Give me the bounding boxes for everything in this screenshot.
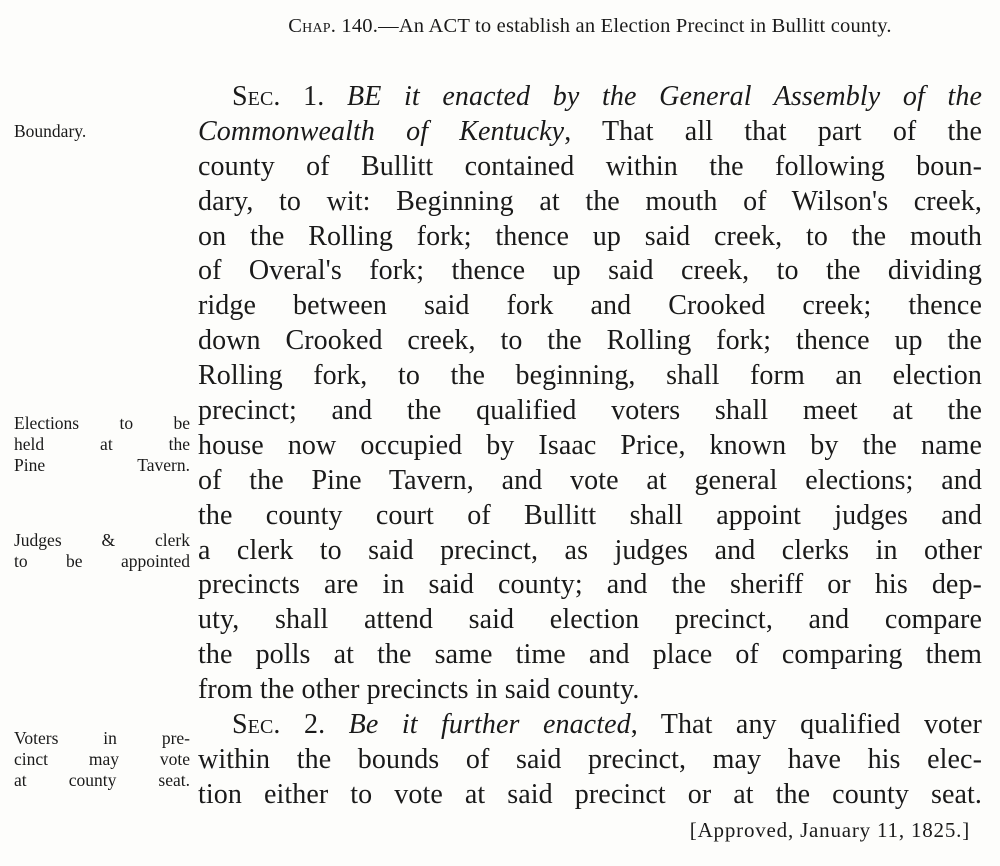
commonwealth-name: Commonwealth of Kentucky [198, 115, 565, 147]
body-line: on the Rolling fork; thence up said creek, to the mouth [198, 220, 982, 252]
section-2-enacting-clause: Be it further enacted [348, 709, 631, 741]
body-line: Rolling fork, to the beginning, shall form an election [198, 360, 982, 392]
chapter-number: Chap. 140. [288, 15, 379, 37]
body-line: county of Bullitt contained within the following boun- [198, 150, 982, 182]
body-line: the county court of Bullitt shall appoint judges and [198, 499, 982, 531]
act-body [198, 80, 982, 813]
section-2-label: Sec. 2. [232, 709, 326, 741]
act-title: —An ACT to establish an Election Precinct in Bullitt county. [378, 15, 892, 37]
body-line: precinct; and the qualified voters shall meet at the [198, 395, 982, 427]
body-line: down Crooked creek, to the Rolling fork; thence up the [198, 325, 982, 357]
margin-note-elections: Elections to be held at the Pine Tavern. [14, 413, 190, 475]
body-line: dary, to wit: Beginning at the mouth of Wilson's creek, [198, 185, 982, 217]
body-line: house now occupied by Isaac Price, known by the name [198, 429, 982, 461]
body-line: a clerk to said precinct, as judges and clerks in other [198, 534, 982, 566]
margin-note-judges: Judges & clerk to be appointed [14, 530, 190, 571]
section-1-enacting-clause: BE it enacted by the General Assembly of the [346, 81, 982, 112]
body-line: Commonwealth of Kentucky, That all that part of the [198, 115, 983, 147]
body-line: of Overal's fork; thence up said creek, to the dividing [198, 255, 982, 287]
section-2-first-line: Sec. 2. Be it further enacted, That any qualified voter [232, 709, 982, 741]
chapter-title [198, 14, 982, 38]
section-1-first-line [198, 80, 982, 115]
body-line: tion either to vote at said precinct or at the county seat. [198, 778, 982, 810]
margin-note-voters: Voters in pre- cinct may vote at county seat. [14, 728, 190, 790]
body-line: the polls at the same time and place of comparing them [198, 639, 982, 671]
body-line: uty, shall attend said election precinct, and compare [198, 604, 982, 636]
body-line: within the bounds of said precinct, may have his elec- [198, 743, 982, 775]
body-line: from the other precincts in said county. [198, 674, 640, 706]
body-line: of the Pine Tavern, and vote at general elections; and [198, 464, 982, 496]
body-line: ridge between said fork and Crooked creek; thence [198, 290, 982, 322]
approval-date: [Approved, January 11, 1825.] [689, 818, 970, 842]
section-1-label: Sec. 1. [232, 81, 325, 112]
body-line: precincts are in said county; and the sheriff or his dep- [198, 569, 982, 601]
margin-note-boundary: Boundary. [14, 121, 87, 141]
